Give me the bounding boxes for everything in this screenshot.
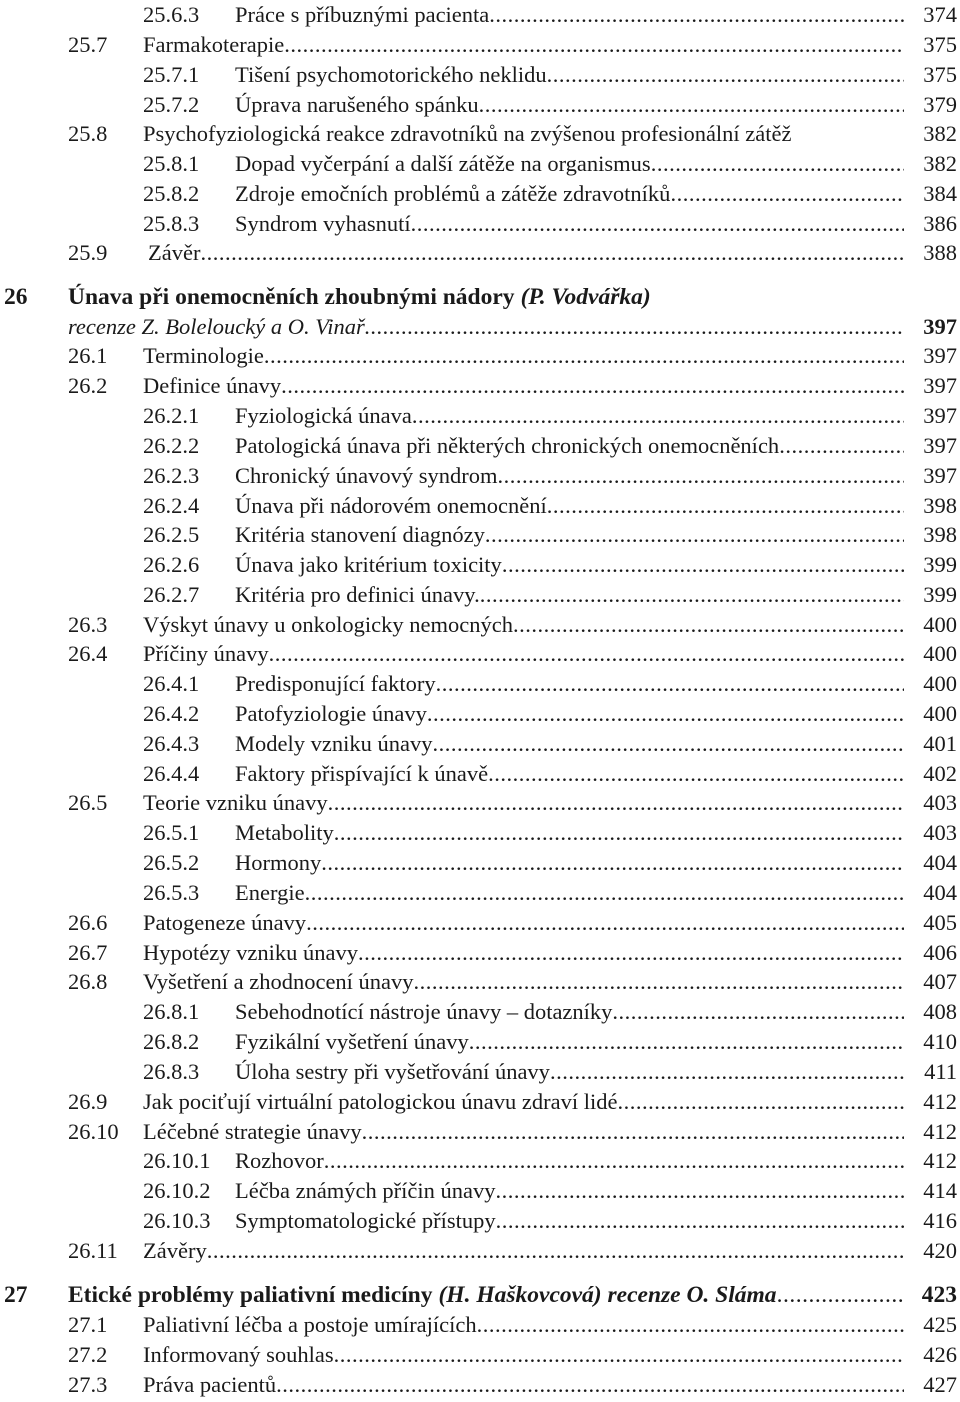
toc-entry-page-number: 375 [923,32,957,57]
toc-entry[interactable] [0,520,960,550]
toc-entry[interactable] [0,282,960,312]
toc-entry-number: 26.7 [68,940,108,965]
dot-leader [269,639,904,669]
toc-entry-title: Únava jako kritérium toxicity [235,552,502,577]
toc-entry[interactable] [0,1057,960,1087]
toc-entry[interactable] [0,1087,960,1117]
toc-entry[interactable] [0,179,960,209]
dot-leader [479,90,904,120]
toc-entry-title: Syndrom vyhasnutí [235,211,411,236]
toc-entry-title: Zdroje emočních problémů a zátěže zdravotníků [235,181,671,206]
toc-entry[interactable] [0,119,960,149]
toc-entry-number: 26.2.3 [143,463,200,488]
toc-entry-page-number: 397 [923,314,957,339]
dot-leader [489,0,904,30]
toc-entry-number: 25.7.2 [143,92,200,117]
toc-entry-title: recenze Z. Boleloucký a O. Vinař [68,314,365,339]
toc-entry-title: Vyšetření a zhodnocení únavy [143,969,414,994]
toc-entry-title: Příčiny únavy [143,641,269,666]
dot-leader [412,401,904,431]
toc-entry-page-number: 397 [923,433,957,458]
toc-entry-number: 27 [4,1282,28,1308]
toc-entry[interactable] [0,90,960,120]
toc-entry-title: Tišení psychomotorického neklidu [235,62,547,87]
dot-leader [358,938,904,968]
toc-entry-title: Psychofyziologická reakce zdravotníků na zvýšenou profesionální zátěž [143,121,792,146]
toc-entry-page-number: 398 [923,522,957,547]
dot-leader [276,1370,904,1400]
toc-entry-title: Symptomatologické přístupy [235,1208,496,1233]
toc-entry-number: 26.5.2 [143,850,200,875]
toc-entry-number: 26.2.7 [143,582,200,607]
toc-entry-title: Fyziologická únava [235,403,412,428]
toc-entry[interactable] [0,580,960,610]
toc-entry[interactable] [0,729,960,759]
dot-leader [477,1310,904,1340]
toc-entry-number: 26.8 [68,969,108,994]
dot-leader [321,848,904,878]
dot-leader [547,60,904,90]
toc-entry[interactable] [0,401,960,431]
toc-entry-page-number: 404 [923,850,957,875]
toc-entry-title: Farmakoterapie [143,32,285,57]
dot-leader [207,1236,904,1266]
toc-entry[interactable] [0,60,960,90]
dot-leader [502,550,904,580]
toc-entry-title: Hormony [235,850,322,875]
dot-leader [550,1057,904,1087]
toc-entry[interactable] [0,1310,960,1340]
dot-leader [427,699,904,729]
toc-entry-page-number: 407 [923,969,957,994]
toc-entry-page-number: 386 [923,211,957,236]
toc-entry-title: Únava při nádorovém onemocnění [235,493,547,518]
toc-entry[interactable] [0,639,960,669]
toc-entry-page-number: 400 [923,641,957,666]
toc-entry-page-number: 400 [923,701,957,726]
toc-entry-number: 26.2.4 [143,493,200,518]
toc-entry-title: Fyzikální vyšetření únavy [235,1029,469,1054]
toc-entry[interactable] [0,997,960,1027]
toc-entry[interactable] [0,30,960,60]
toc-entry-number: 25.7.1 [143,62,200,87]
toc-entry-title: Patofyziologie únavy [235,701,427,726]
toc-entry-number: 26.5.3 [143,880,200,905]
toc-entry-page-number: 384 [923,181,957,206]
toc-entry-number: 26.2.5 [143,522,200,547]
toc-entry-number: 25.8.2 [143,181,200,206]
toc-entry-page-number: 388 [923,240,957,265]
toc-entry[interactable] [0,938,960,968]
toc-entry-number: 27.3 [68,1372,108,1397]
toc-entry-number: 26.8.3 [143,1059,200,1084]
toc-entry-page-number: 411 [924,1059,957,1084]
toc-entry-page-number: 399 [923,552,957,577]
toc-entry-number: 26.8.1 [143,999,200,1024]
toc-entry-number: 25.6.3 [143,2,200,27]
toc-entry[interactable] [0,431,960,461]
dot-leader [281,371,904,401]
dot-leader [612,997,904,1027]
dot-leader [362,1117,904,1147]
dot-leader [411,209,904,239]
toc-entry-title: Práva pacientů [143,1372,277,1397]
toc-entry-page-number: 402 [923,761,957,786]
toc-entry-title: Modely vzniku únavy [235,731,433,756]
toc-entry-number: 26.9 [68,1089,108,1114]
toc-entry-number: 26.10 [68,1119,119,1144]
toc-entry-title: Rozhovor [235,1148,324,1173]
dot-leader [488,759,904,789]
toc-entry-number: 26.2.2 [143,433,200,458]
toc-entry-page-number: 426 [923,1342,957,1367]
toc-entry-page-number: 398 [923,493,957,518]
toc-entry-title: Paliativní léčba a postoje umírajících [143,1312,477,1337]
toc-entry-page-number: 399 [923,582,957,607]
toc-entry[interactable] [0,550,960,580]
toc-entry[interactable] [0,238,960,268]
toc-entry[interactable] [0,610,960,640]
toc-entry[interactable] [0,461,960,491]
toc-entry-title: Práce s příbuznými pacienta [235,2,490,27]
toc-entry-number: 25.8.1 [143,151,200,176]
toc-entry-page-number: 414 [923,1178,957,1203]
toc-entry-page-number: 412 [923,1148,957,1173]
dot-leader [334,818,904,848]
toc-entry-title: Metabolity [235,820,334,845]
toc-entry-number: 26.10.1 [143,1148,211,1173]
toc-entry-title: Únava při onemocněních zhoubnými nádory [68,284,515,310]
toc-entry-page-number: 382 [923,121,957,146]
toc-entry-number: 25.9 [68,240,108,265]
toc-entry-number: 26.4.2 [143,701,200,726]
toc-entry-page-number: 416 [923,1208,957,1233]
toc-entry[interactable] [0,1280,960,1310]
dot-leader [469,1027,904,1057]
toc-entry-title: Teorie vzniku únavy [143,790,328,815]
toc-entry-number: 25.7 [68,32,108,57]
toc-entry-page-number: 420 [923,1238,957,1263]
toc-entry-page-number: 404 [923,880,957,905]
toc-entry-page-number: 408 [923,999,957,1024]
toc-entry-number: 26.1 [68,343,108,368]
dot-leader [414,967,904,997]
toc-entry-title: Závěr [148,240,201,265]
toc-entry-authors: (H. Haškovcová) recenze O. Sláma [438,1282,777,1308]
toc-entry-page-number: 405 [923,910,957,935]
toc-entry-page-number: 375 [923,62,957,87]
toc-entry-title: Patologická únava při některých chronických onemocněních [235,433,780,458]
dot-leader [485,520,904,550]
toc-entry-page-number: 427 [923,1372,957,1397]
dot-leader [779,431,904,461]
dot-leader [284,30,904,60]
toc-entry-title: Závěry [143,1238,207,1263]
dot-leader [496,1176,904,1206]
toc-entry-number: 27.2 [68,1342,108,1367]
dot-leader [328,788,904,818]
toc-entry-title: Léčebné strategie únavy [143,1119,362,1144]
toc-entry-number: 26.4.4 [143,761,200,786]
toc-entry-page-number: 397 [923,463,957,488]
toc-entry-number: 26.8.2 [143,1029,200,1054]
toc-entry-number: 26.4.3 [143,731,200,756]
toc-entry-title: Jak pociťují virtuální patologickou únavu zdraví lidé [143,1089,618,1114]
toc-entry[interactable] [0,878,960,908]
toc-entry-number: 26.3 [68,612,108,637]
toc-entry-page-number: 401 [923,731,957,756]
toc-entry[interactable] [0,371,960,401]
toc-entry-number: 26.10.2 [143,1178,211,1203]
toc-entry[interactable] [0,848,960,878]
toc-entry-title: Terminologie [143,343,264,368]
dot-leader [436,669,904,699]
toc-entry[interactable] [0,1236,960,1266]
toc-entry[interactable] [0,1176,960,1206]
toc-entry-number: 26.2 [68,373,108,398]
toc-entry-number: 26.2.6 [143,552,200,577]
toc-entry-page-number: 412 [923,1119,957,1144]
toc-entry-title: Dopad vyčerpání a další zátěže na organismus [235,151,651,176]
dot-leader [200,238,904,268]
toc-entry-page-number: 397 [923,373,957,398]
dot-leader [334,1340,904,1370]
toc-entry-title: Výskyt únavy u onkologicky nemocných [143,612,513,637]
dot-leader [547,491,904,521]
toc-entry-title: Kritéria stanovení diagnózy [235,522,485,547]
toc-entry-page-number: 382 [923,151,957,176]
toc-entry[interactable] [0,1340,960,1370]
dot-leader [670,179,904,209]
toc-entry-number: 25.8.3 [143,211,200,236]
toc-entry[interactable] [0,341,960,371]
toc-entry-title: Hypotézy vzniku únavy [143,940,358,965]
dot-leader [306,908,904,938]
dot-leader [618,1087,905,1117]
dot-leader [513,610,904,640]
dot-leader [777,1280,904,1310]
toc-entry-title: Kritéria pro definici únavy. [235,582,480,607]
dot-leader [264,341,904,371]
toc-entry[interactable] [0,209,960,239]
dot-leader [497,461,904,491]
toc-entry[interactable] [0,0,960,30]
toc-entry-number: 26.4 [68,641,108,666]
toc-entry-page-number: 412 [923,1089,957,1114]
toc-entry[interactable] [0,1370,960,1400]
toc-entry-title: Sebehodnotící nástroje únavy – dotazníky [235,999,613,1024]
toc-entry-page-number: 425 [923,1312,957,1337]
toc-entry[interactable] [0,818,960,848]
dot-leader [305,878,904,908]
toc-entry-page-number: 379 [923,92,957,117]
toc-entry-title: Energie [235,880,305,905]
toc-entry-page-number: 397 [923,403,957,428]
toc-entry-page-number: 403 [923,790,957,815]
toc-entry-number: 26.2.1 [143,403,200,428]
toc-entry[interactable] [0,759,960,789]
toc-entry-page-number: 400 [923,612,957,637]
toc-entry[interactable] [0,699,960,729]
toc-entry-page-number: 423 [921,1282,957,1308]
toc-entry[interactable] [0,149,960,179]
toc-entry-title: Chronický únavový syndrom [235,463,498,488]
toc-entry-title: Patogeneze únavy [143,910,307,935]
toc-entry-title: Léčba známých příčin únavy [235,1178,496,1203]
toc-entry-title: Etické problémy paliativní medicíny [68,1282,433,1308]
toc-entry-page-number: 374 [923,2,957,27]
toc-entry[interactable] [0,1146,960,1176]
toc-entry-authors: (P. Vodvářka) [520,284,651,310]
toc-entry[interactable] [0,669,960,699]
toc-entry-title: Úloha sestry při vyšetřování únavy [235,1059,550,1084]
toc-entry[interactable] [0,312,960,342]
dot-leader [324,1146,904,1176]
dot-leader [432,729,904,759]
toc-entry[interactable] [0,967,960,997]
toc-entry-page-number: 403 [923,820,957,845]
toc-entry-number: 27.1 [68,1312,108,1337]
toc-entry-page-number: 410 [923,1029,957,1054]
toc-entry-page-number: 400 [923,671,957,696]
toc-entry-page-number: 397 [923,343,957,368]
toc-entry[interactable] [0,908,960,938]
toc-entry[interactable] [0,1206,960,1236]
toc-entry[interactable] [0,491,960,521]
toc-entry[interactable] [0,788,960,818]
toc-entry-title: Definice únavy [143,373,282,398]
dot-leader [365,312,904,342]
toc-entry-number: 25.8 [68,121,108,146]
dot-leader [496,1206,904,1236]
toc-entry-title: Predisponující faktory [235,671,436,696]
toc-entry-page-number: 406 [923,940,957,965]
toc-entry-number: 26 [4,284,28,310]
toc-entry-title: Faktory přispívající k únavě [235,761,489,786]
dot-leader [480,580,904,610]
toc-entry-number: 26.11 [68,1238,118,1263]
toc-entry-number: 26.6 [68,910,108,935]
toc-entry-number: 26.10.3 [143,1208,211,1233]
dot-leader [651,149,904,179]
toc-entry[interactable] [0,1117,960,1147]
toc-entry-title: Informovaný souhlas [143,1342,334,1367]
toc-entry-title: Úprava narušeného spánku [235,92,479,117]
toc-entry[interactable] [0,1027,960,1057]
toc-entry-number: 26.5 [68,790,108,815]
toc-entry-number: 26.4.1 [143,671,200,696]
toc-entry-number: 26.5.1 [143,820,200,845]
